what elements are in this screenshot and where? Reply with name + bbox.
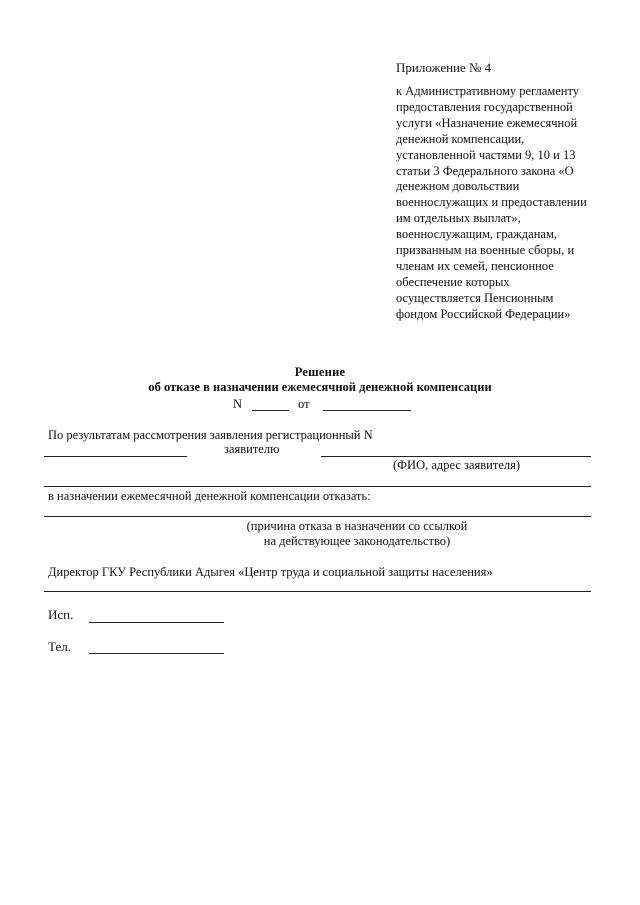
appendix-line: установленной частями 9, 10 и 13 — [396, 147, 576, 162]
appendix-line: им отдельных выплат», — [396, 211, 521, 226]
executor-label: Исп. — [48, 607, 74, 622]
executor-field-line[interactable] — [89, 622, 224, 623]
date-label: от — [298, 397, 310, 411]
appendix-line: военнослужащим, гражданам, — [396, 227, 557, 242]
appendix-line: денежном довольствии — [396, 179, 520, 194]
appendix-text — [396, 84, 587, 323]
date-field-line[interactable] — [323, 410, 411, 411]
phone-field-line[interactable] — [89, 653, 224, 654]
appendix-line: военнослужащих и предоставлении — [396, 195, 587, 210]
decision-subtitle: об отказе в назначении ежемесячной денежной компенсации — [148, 380, 492, 394]
applicant-word: заявителю — [224, 442, 280, 456]
reason-caption: (причина отказа в назначении со ссылкой — [246, 519, 468, 533]
decision-title: Решение — [294, 365, 346, 379]
appendix-line: обеспечение которых — [396, 274, 510, 289]
number-field-line[interactable] — [252, 410, 289, 411]
review-text: По результатам рассмотрения заявления регистрационный N — [48, 428, 373, 442]
phone-label: Тел. — [48, 639, 71, 654]
appendix-line: предоставления государственной — [396, 99, 573, 114]
refuse-text: в назначении ежемесячной денежной компенсации отказать: — [48, 489, 371, 503]
appendix-line: денежной компенсации, — [396, 131, 525, 146]
number-label: N — [233, 397, 243, 411]
registration-field-line[interactable] — [44, 456, 187, 457]
fio-caption: (ФИО, адрес заявителя) — [393, 458, 521, 472]
reason-field-line[interactable] — [44, 516, 591, 517]
appendix-line: статьи 3 Федерального закона «О — [396, 163, 574, 178]
appendix-line: осуществляется Пенсионным — [396, 290, 554, 305]
appendix-line: к Административному регламенту — [396, 84, 580, 98]
appendix-title: Приложение № 4 — [396, 60, 492, 75]
applicant-field-line[interactable] — [321, 456, 591, 457]
director-signature-line[interactable] — [44, 591, 591, 592]
director-text: Директор ГКУ Республики Адыгея «Центр труда и социальной защиты населения» — [48, 565, 493, 579]
appendix-line: призванным на военные сборы, и — [396, 243, 575, 258]
reason-caption-cont: на действующее законодательство) — [263, 534, 451, 548]
applicant-extra-line[interactable] — [44, 486, 591, 487]
appendix-line: услуги «Назначение ежемесячной — [396, 115, 578, 130]
appendix-line: членам их семей, пенсионное — [396, 258, 554, 273]
appendix-line: фондом Российской Федерации» — [396, 306, 571, 321]
